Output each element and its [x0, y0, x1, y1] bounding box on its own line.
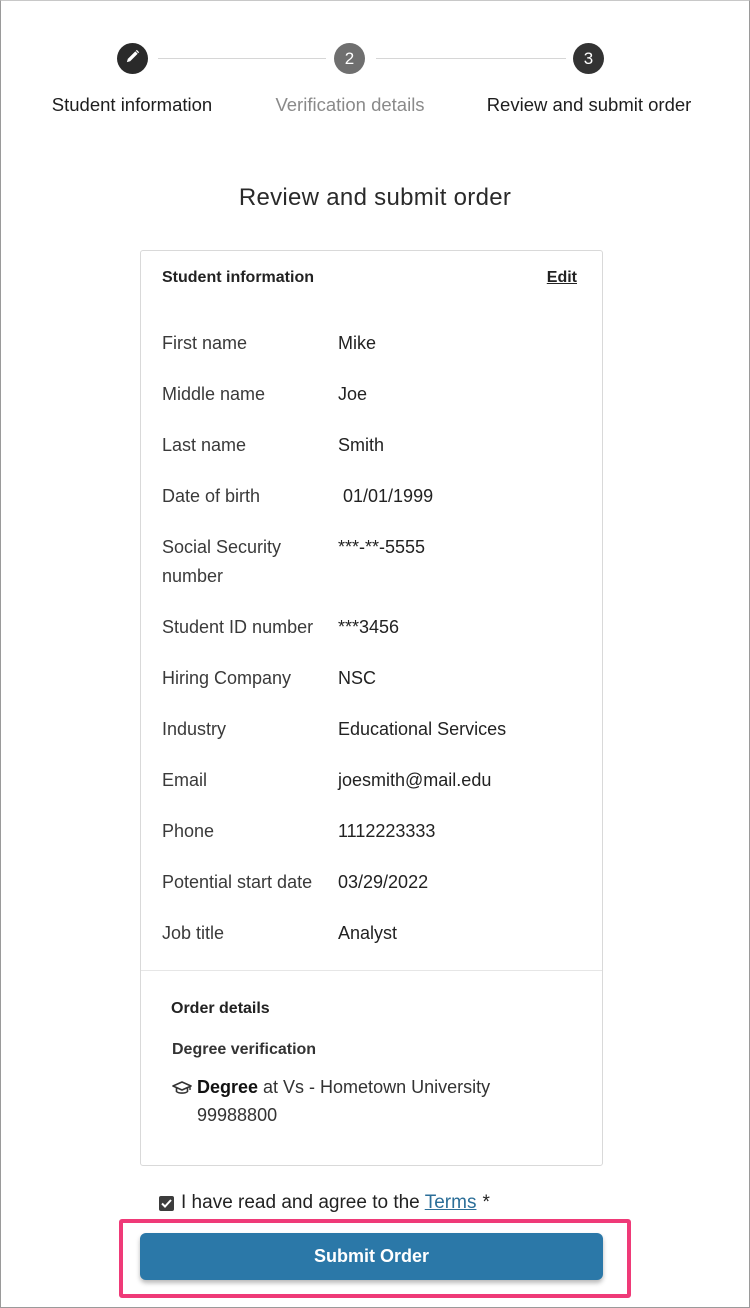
row-label: Potential start date — [162, 872, 313, 892]
stepper-connector — [158, 58, 326, 59]
row-value: 01/01/1999 — [338, 486, 434, 506]
row-value: joesmith@mail.edu — [338, 770, 492, 790]
row-value: Mike — [338, 333, 377, 353]
row-label: Last name — [162, 435, 247, 455]
row-value: Joe — [338, 384, 368, 404]
info-row-industry — [162, 715, 582, 744]
stepper-connector — [376, 58, 566, 59]
row-label: Job title — [162, 923, 225, 943]
step-3-number: 3 — [583, 48, 594, 68]
info-row-ssn — [162, 533, 582, 591]
row-label: Email — [162, 770, 208, 790]
step-2-circle — [334, 43, 365, 74]
checkmark-icon — [161, 1199, 172, 1208]
row-value: Analyst — [338, 923, 398, 943]
order-item-school: at Vs - Hometown University — [258, 1077, 491, 1097]
info-row-email — [162, 766, 582, 795]
order-details-heading: Order details — [171, 1000, 270, 1017]
row-label: Middle name — [162, 384, 266, 404]
order-item-text — [197, 1073, 490, 1129]
step-2-label: Verification details — [275, 94, 425, 115]
row-label: Social Security number — [162, 537, 282, 586]
info-row-first-name — [162, 329, 582, 358]
step-3-label: Review and submit order — [486, 94, 692, 115]
degree-verification-heading: Degree verification — [172, 1041, 317, 1058]
info-row-phone — [162, 817, 582, 846]
info-row-middle-name — [162, 380, 582, 409]
page-title: Review and submit order — [238, 184, 512, 211]
terms-text: I have read and agree to the — [181, 1192, 420, 1213]
info-row-hiring-company — [162, 664, 582, 693]
row-label: Student ID number — [162, 617, 314, 637]
student-info-heading: Student information — [162, 269, 314, 286]
terms-link[interactable]: Terms — [424, 1192, 477, 1213]
card-divider — [141, 970, 602, 971]
row-label: Phone — [162, 821, 215, 841]
submit-order-button[interactable]: Submit Order — [140, 1233, 603, 1280]
terms-checkbox[interactable] — [159, 1196, 174, 1211]
row-label: First name — [162, 333, 248, 353]
row-value: NSC — [338, 668, 377, 688]
row-value: ***-**-5555 — [338, 537, 426, 557]
row-label: Industry — [162, 719, 227, 739]
edit-link[interactable]: Edit — [546, 269, 577, 286]
student-info-list — [162, 329, 582, 970]
row-value: Educational Services — [338, 719, 507, 739]
review-card — [140, 250, 603, 1166]
row-value: ***3456 — [338, 617, 400, 637]
order-item-type: Degree — [197, 1077, 259, 1097]
step-2-number: 2 — [344, 48, 355, 68]
progress-stepper — [0, 0, 750, 130]
info-row-student-id — [162, 613, 582, 642]
row-value: 03/29/2022 — [338, 872, 429, 892]
step-1-circle[interactable] — [117, 43, 148, 74]
info-row-dob — [162, 482, 582, 511]
order-item — [172, 1073, 490, 1129]
step-3-circle — [573, 43, 604, 74]
graduation-cap-icon — [172, 1073, 197, 1129]
info-row-last-name — [162, 431, 582, 460]
pencil-icon — [125, 49, 140, 69]
info-row-start-date — [162, 868, 582, 897]
terms-agreement — [159, 1192, 490, 1214]
row-value: 1112223333 — [338, 821, 436, 841]
step-1-label[interactable]: Student information — [51, 94, 213, 115]
info-row-job-title — [162, 919, 582, 948]
row-value: Smith — [338, 435, 385, 455]
order-item-number: 99988800 — [197, 1105, 278, 1125]
row-label: Hiring Company — [162, 668, 292, 688]
required-mark: * — [482, 1192, 490, 1213]
row-label: Date of birth — [162, 486, 261, 506]
